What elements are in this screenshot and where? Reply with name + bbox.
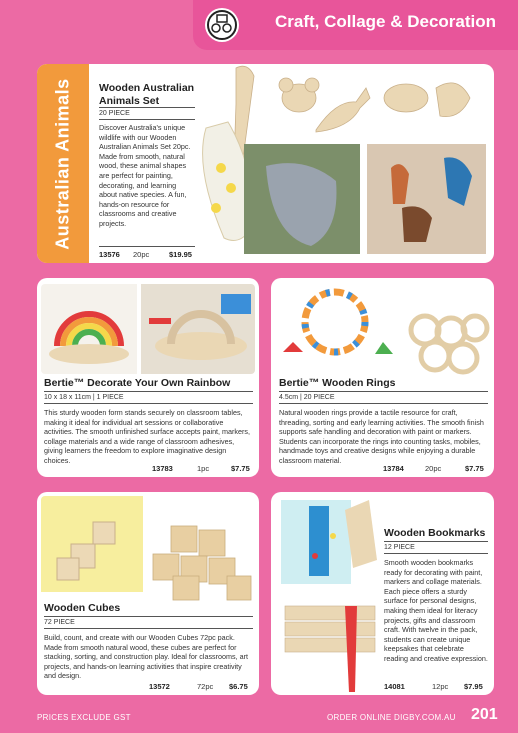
divider [44, 403, 253, 404]
product-description: This sturdy wooden form stands securely on classroom tables, making it ideal for individual art sessions or collaborative activities. The smooth unfinished surface accepts paint, markers, collage materials and a wide range of classroom adhesives, giving learners the freedom to explore imaginative design choices. [44, 408, 251, 465]
divider [279, 403, 488, 404]
product-description: Discover Australia's unique wildlife with our Wooden Australian Animals Set 20pc. Made from smooth, natural wood, these animal shapes are perfect for painting, decorating, and learning about native species. A fun, hands-on resource for classrooms and creative projects. [99, 123, 191, 228]
divider [384, 541, 488, 542]
rings-product-image [275, 282, 491, 377]
product-qty: 20pc [425, 464, 442, 473]
bookmarks-product-image [275, 496, 379, 692]
product-meta: 4.5cm | 20 PIECE [279, 394, 335, 401]
product-title: Bertie™ Wooden Rings [279, 377, 396, 389]
product-title-line2: Animals Set [99, 95, 160, 107]
product-title-line1: Wooden Australian [99, 82, 195, 94]
product-title: Bertie™ Decorate Your Own Rainbow [44, 377, 231, 389]
product-qty: 72pc [197, 682, 214, 691]
footer-website[interactable]: ORDER ONLINE DIGBY.COM.AU [327, 713, 456, 722]
divider [384, 553, 488, 554]
category-tab-label: Australian Animals [52, 77, 73, 250]
product-title: Wooden Cubes [44, 602, 121, 614]
divider [279, 391, 488, 392]
product-title: Wooden Bookmarks [384, 527, 486, 539]
product-price: $6.75 [229, 682, 248, 691]
product-price: $7.75 [465, 464, 484, 473]
product-meta: 10 x 18 x 11cm | 1 PIECE [44, 394, 124, 401]
category-tab [37, 64, 89, 263]
product-code: 13576 [99, 250, 120, 259]
section-title: Craft, Collage & Decoration [275, 12, 497, 31]
footer-note: PRICES EXCLUDE GST [37, 713, 131, 722]
page-number: 201 [471, 706, 498, 723]
product-code: 13783 [152, 464, 173, 473]
product-description: Natural wooden rings provide a tactile resource for craft, threading, sorting and early learning activities. The smooth finish supports safe handling and decoration with paint or markers. Students can incorporate the rings into counting tasks, mobiles, handmade toys and creative designs while enjoying a durable classroom material. [279, 408, 484, 465]
product-meta: 72 PIECE [44, 619, 75, 626]
divider [99, 119, 195, 120]
divider [44, 391, 253, 392]
product-qty: 12pc [432, 682, 449, 691]
product-code: 13572 [149, 682, 170, 691]
product-meta: 12 PIECE [384, 544, 415, 551]
product-qty: 1pc [197, 464, 210, 473]
animals-product-image [196, 58, 490, 258]
product-qty: 20pc [133, 250, 150, 259]
product-description: Smooth wooden bookmarks ready for decorating with paint, markers and collage materials. Each piece offers a sturdy surface for personal designs, making them ideal for literacy projects, gifts and classroom craft. With twelve in the pack, students can create unique keepsakes that celebrate reading and creative expression. [384, 558, 488, 663]
rainbow-product-image [41, 284, 255, 374]
product-description: Build, count, and create with our Wooden Cubes 72pc pack. Made from smooth natural wood, these cubes are perfect for stacking, sorting, and construction play. Ideal for classrooms, art projects, and hands-on learning activities that inspire creativity and design. [44, 633, 249, 681]
product-title [99, 82, 194, 108]
product-code: 13784 [383, 464, 404, 473]
divider [44, 628, 253, 629]
product-code: 14081 [384, 682, 405, 691]
product-meta: 20 PIECE [99, 110, 130, 117]
cubes-product-image [41, 496, 255, 602]
product-price: $7.75 [231, 464, 250, 473]
product-price: $7.95 [464, 682, 483, 691]
divider [44, 616, 253, 617]
divider [99, 107, 195, 108]
product-price: $19.95 [169, 250, 192, 259]
craft-icon [205, 8, 239, 42]
divider [99, 246, 195, 247]
